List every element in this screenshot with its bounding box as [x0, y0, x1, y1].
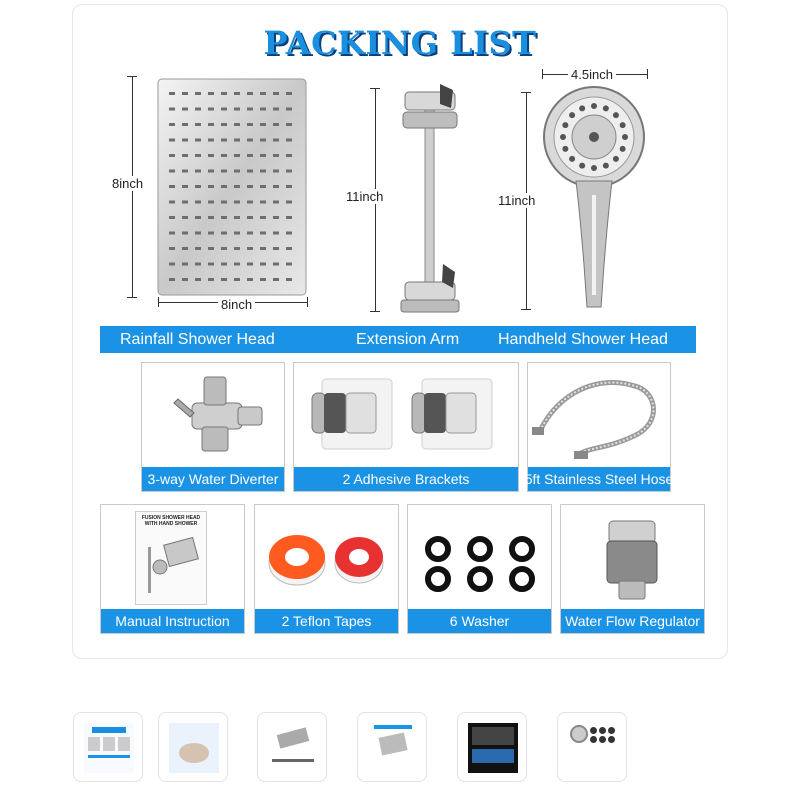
nozzle: [221, 108, 227, 111]
nozzle: [234, 123, 240, 126]
diverter-image: [142, 363, 284, 467]
nozzle: [221, 263, 227, 266]
nozzle: [286, 201, 292, 204]
spray-hole: [569, 156, 575, 162]
hose-image: [528, 363, 670, 467]
nozzle: [247, 154, 253, 157]
nozzle: [273, 247, 279, 250]
nozzle: [169, 108, 175, 111]
nozzle: [169, 232, 175, 235]
nozzle: [247, 263, 253, 266]
nozzle: [221, 278, 227, 281]
nozzle: [208, 170, 214, 173]
washers-image: [408, 505, 551, 609]
thumbnail-3[interactable]: [257, 712, 327, 782]
item-box-teflon: [254, 504, 399, 634]
nozzle: [234, 108, 240, 111]
nozzle: [260, 92, 266, 95]
nozzle: [221, 216, 227, 219]
thumbnail-2[interactable]: [158, 712, 228, 782]
nozzle: [182, 170, 188, 173]
item-box-manual: [100, 504, 245, 634]
nozzle: [260, 216, 266, 219]
nozzle: [234, 170, 240, 173]
nozzle: [208, 263, 214, 266]
nozzle: [273, 154, 279, 157]
spray-hole: [562, 146, 568, 152]
manual-title-line1: FUSION SHOWER HEAD: [141, 515, 201, 521]
hand-height-label: 11inch: [498, 193, 536, 208]
nozzle: [195, 185, 201, 188]
manual-label: Manual Instruction: [101, 609, 244, 633]
spray-hole: [620, 122, 626, 128]
nozzle: [182, 185, 188, 188]
nozzle: [169, 123, 175, 126]
nozzle: [247, 247, 253, 250]
arm-height-label: 11inch: [346, 189, 384, 204]
thumbnail-6[interactable]: [557, 712, 627, 782]
nozzle: [208, 201, 214, 204]
nozzle: [286, 263, 292, 266]
manual-image: [135, 511, 207, 605]
spray-hole: [569, 112, 575, 118]
nozzle: [234, 216, 240, 219]
nozzle: [195, 139, 201, 142]
nozzle: [260, 139, 266, 142]
nozzle: [221, 247, 227, 250]
nozzle: [182, 247, 188, 250]
nozzle: [234, 263, 240, 266]
nozzle: [286, 154, 292, 157]
extension-arm-image: [395, 82, 465, 314]
nozzle: [247, 201, 253, 204]
nozzle: [247, 232, 253, 235]
diverter-label: 3-way Water Diverter: [142, 467, 284, 491]
nozzle: [247, 123, 253, 126]
brackets-label: 2 Adhesive Brackets: [294, 467, 518, 491]
rainfall-shower-head-image: [157, 78, 307, 296]
nozzle: [169, 201, 175, 204]
nozzle: [221, 170, 227, 173]
nozzle: [195, 108, 201, 111]
page-title: PACKING LIST: [263, 24, 537, 62]
nozzle: [195, 201, 201, 204]
nozzle: [169, 154, 175, 157]
nozzle: [260, 170, 266, 173]
nozzle: [208, 247, 214, 250]
nozzle: [195, 278, 201, 281]
nozzle: [247, 278, 253, 281]
item-box-hose: [524, 362, 674, 492]
nozzle: [234, 139, 240, 142]
nozzle: [221, 92, 227, 95]
nozzle: [260, 232, 266, 235]
washer-label: 6 Washer: [408, 609, 551, 633]
nozzle: [286, 185, 292, 188]
nozzle: [286, 278, 292, 281]
nozzle: [234, 232, 240, 235]
nozzle: [221, 139, 227, 142]
nozzle: [247, 170, 253, 173]
nozzle: [169, 247, 175, 250]
nozzle: [182, 232, 188, 235]
nozzle: [182, 263, 188, 266]
nozzle: [208, 92, 214, 95]
rain-width-label: 8inch: [218, 297, 255, 312]
nozzle: [195, 123, 201, 126]
nozzle: [221, 185, 227, 188]
nozzle: [208, 185, 214, 188]
nozzle: [221, 232, 227, 235]
nozzle: [286, 139, 292, 142]
nozzle: [195, 170, 201, 173]
nozzle: [273, 123, 279, 126]
nozzle: [247, 216, 253, 219]
nozzle: [286, 232, 292, 235]
teflon-tapes-image: [255, 505, 398, 609]
nozzle: [247, 92, 253, 95]
nozzle: [273, 170, 279, 173]
nozzle: [234, 201, 240, 204]
nozzle: [169, 216, 175, 219]
nozzle: [286, 216, 292, 219]
spray-hole: [591, 165, 597, 171]
nozzle: [273, 278, 279, 281]
nozzle: [195, 92, 201, 95]
rainfall-label: Rainfall Shower Head: [120, 330, 275, 348]
nozzle: [208, 278, 214, 281]
nozzle: [208, 154, 214, 157]
nozzle: [182, 139, 188, 142]
nozzle: [234, 185, 240, 188]
nozzle: [169, 263, 175, 266]
nozzle: [195, 232, 201, 235]
regulator-label: Water Flow Regulator: [561, 609, 704, 633]
spray-hole: [591, 103, 597, 109]
nozzle: [260, 154, 266, 157]
thumbnail-5[interactable]: [457, 712, 527, 782]
nozzle: [182, 108, 188, 111]
nozzle: [260, 201, 266, 204]
rain-height-label: 8inch: [112, 176, 144, 191]
nozzle: [260, 263, 266, 266]
spray-hole: [562, 122, 568, 128]
nozzle: [260, 108, 266, 111]
nozzle: [273, 263, 279, 266]
item-box-washer: [407, 504, 552, 634]
nozzle: [182, 92, 188, 95]
nozzle: [273, 232, 279, 235]
nozzle: [208, 123, 214, 126]
nozzle: [169, 92, 175, 95]
nozzle: [221, 123, 227, 126]
nozzle: [260, 247, 266, 250]
spray-hole: [579, 163, 585, 169]
nozzle: [169, 139, 175, 142]
spray-hole: [560, 134, 566, 140]
nozzle: [208, 108, 214, 111]
nozzle: [234, 92, 240, 95]
nozzle: [273, 108, 279, 111]
nozzle: [195, 263, 201, 266]
nozzle: [195, 247, 201, 250]
spray-hole: [579, 105, 585, 111]
nozzle: [286, 123, 292, 126]
nozzle: [247, 108, 253, 111]
nozzle: [221, 154, 227, 157]
nozzle: [208, 232, 214, 235]
nozzle: [182, 154, 188, 157]
nozzle: [286, 108, 292, 111]
handheld-label: Handheld Shower Head: [498, 330, 668, 348]
nozzle: [273, 201, 279, 204]
spray-hole: [603, 163, 609, 169]
spray-hole: [613, 112, 619, 118]
nozzle: [247, 185, 253, 188]
nozzle: [182, 278, 188, 281]
nozzle: [169, 185, 175, 188]
nozzle: [286, 170, 292, 173]
nozzle: [234, 278, 240, 281]
nozzle: [182, 201, 188, 204]
nozzle: [286, 247, 292, 250]
nozzle: [195, 216, 201, 219]
item-box-brackets: [293, 362, 519, 492]
item-box-regulator: [560, 504, 705, 634]
thumbnail-4[interactable]: [357, 712, 427, 782]
nozzle: [195, 154, 201, 157]
spray-hole: [613, 156, 619, 162]
nozzle: [286, 92, 292, 95]
nozzle: [169, 278, 175, 281]
brackets-image: [294, 363, 518, 467]
nozzle: [260, 185, 266, 188]
handheld-shower-head-image: [540, 85, 648, 315]
nozzle: [247, 139, 253, 142]
nozzle: [273, 185, 279, 188]
nozzle: [182, 216, 188, 219]
product-names-banner: [100, 326, 696, 353]
nozzle: [221, 201, 227, 204]
teflon-label: 2 Teflon Tapes: [255, 609, 398, 633]
nozzle: [273, 92, 279, 95]
spray-hole: [603, 105, 609, 111]
hand-width-label: 4.5inch: [568, 67, 616, 82]
thumbnail-1[interactable]: [73, 712, 143, 782]
nozzle: [208, 139, 214, 142]
nozzle: [260, 123, 266, 126]
nozzle: [273, 139, 279, 142]
nozzle: [208, 216, 214, 219]
spray-hole: [622, 134, 628, 140]
manual-title-line2: WITH HAND SHOWER: [144, 521, 198, 527]
nozzle: [234, 154, 240, 157]
hose-label: 5ft Stainless Steel Hose: [528, 467, 670, 491]
item-box-diverter: [141, 362, 285, 492]
regulator-image: [561, 505, 704, 609]
extension-arm-label: Extension Arm: [356, 330, 460, 348]
spray-hole: [620, 146, 626, 152]
nozzle: [234, 247, 240, 250]
nozzle: [169, 170, 175, 173]
nozzle: [260, 278, 266, 281]
nozzle: [182, 123, 188, 126]
nozzle: [273, 216, 279, 219]
